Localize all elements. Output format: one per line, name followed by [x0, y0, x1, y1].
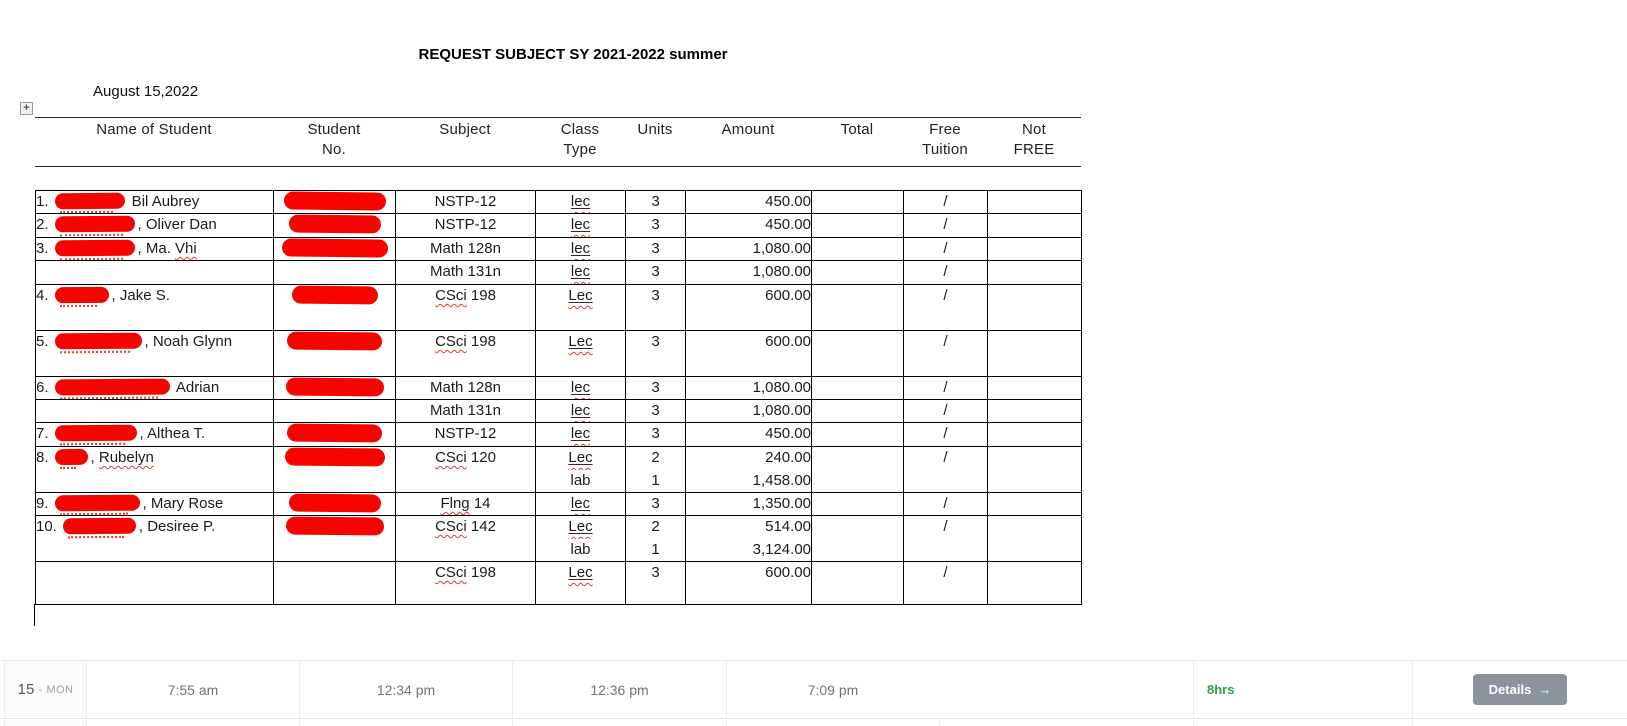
cell-total[interactable] [812, 539, 904, 562]
subject-text: 198 [466, 287, 496, 304]
cell-free-tuition[interactable]: / [904, 562, 988, 605]
cell-student-name[interactable] [36, 191, 274, 214]
cell-student-no[interactable] [274, 470, 396, 493]
cell-amount[interactable]: 1,080.00 [686, 261, 812, 285]
table-header-row [35, 117, 1081, 167]
cell-student-name[interactable] [36, 516, 274, 539]
cell-student-no[interactable] [274, 539, 396, 562]
cell-total[interactable] [812, 447, 904, 470]
cell-class-type[interactable] [536, 493, 626, 516]
time-entry-cell[interactable]: 12:34 pm [299, 661, 512, 718]
class-type-text [571, 495, 590, 512]
empty-cell[interactable] [939, 661, 1193, 718]
student-no-redaction [291, 286, 377, 305]
request-subject-table[interactable] [35, 190, 1082, 605]
table-row [36, 214, 1082, 238]
column-header: Class Type [560, 121, 600, 158]
column-header: Student No. [307, 121, 361, 158]
cell-subject[interactable] [396, 539, 536, 562]
name-redaction [63, 518, 136, 535]
cell-amount[interactable]: 1,458.00 [686, 470, 812, 493]
subject-text: 198 [466, 564, 496, 581]
cell-student-no[interactable] [274, 285, 396, 331]
cell-free-tuition[interactable]: / [904, 400, 988, 423]
subject-text: Math 131n [430, 402, 501, 419]
name-redaction [54, 378, 169, 395]
cell-not-free[interactable] [988, 400, 1082, 423]
cell-free-tuition[interactable] [904, 470, 988, 493]
column-header: Not FREE [1013, 121, 1055, 158]
cell-subject[interactable] [396, 191, 536, 214]
cell-student-no[interactable] [274, 377, 396, 400]
table-row [36, 331, 1082, 377]
cell-amount[interactable]: 240.00 [686, 447, 812, 470]
class-type-text: Lec [568, 333, 593, 350]
cell-total[interactable] [812, 377, 904, 400]
cell-class-type[interactable] [536, 377, 626, 400]
time-entry-cell[interactable]: 7:09 pm [726, 661, 939, 718]
cell-student-name[interactable] [36, 261, 274, 285]
cell-student-name[interactable] [36, 238, 274, 261]
name-redaction [54, 425, 136, 442]
cell-subject[interactable] [396, 400, 536, 423]
name-redaction [54, 193, 124, 210]
total-hours: 8hrs [1207, 682, 1235, 697]
row-number: 10. [36, 518, 57, 535]
table-left-border-stub [34, 604, 35, 626]
cell-student-name[interactable] [36, 470, 274, 493]
cell-subject[interactable] [396, 331, 536, 377]
name-redaction [54, 287, 108, 303]
document-date: August 15,2022 [93, 83, 199, 100]
table-row [36, 285, 1082, 331]
cell-units[interactable]: 1 [626, 539, 686, 562]
student-no-redaction [285, 377, 383, 396]
cell-not-free[interactable] [988, 285, 1082, 331]
class-type-text: lec [570, 379, 591, 396]
name-redaction [54, 240, 134, 257]
table-row [36, 539, 1082, 562]
cell-units[interactable]: 3 [626, 377, 686, 400]
cell-class-type[interactable] [536, 191, 626, 214]
cell-student-name[interactable] [36, 539, 274, 562]
hours-cell[interactable] [1193, 661, 1412, 718]
table-row [36, 516, 1082, 539]
cell-not-free[interactable] [988, 377, 1082, 400]
row-number: 7. [36, 425, 49, 442]
arrow-right-icon: → [1538, 682, 1552, 697]
class-type-text: lec [570, 402, 591, 419]
class-type-text [571, 216, 590, 233]
cell-units[interactable]: 3 [626, 423, 686, 447]
cell-amount[interactable]: 1,080.00 [686, 400, 812, 423]
student-name-text: , Oliver Dan [137, 216, 217, 233]
class-type-text [568, 333, 592, 350]
cell-student-name[interactable] [36, 331, 274, 377]
day-cell[interactable] [4, 661, 86, 718]
cell-student-name[interactable] [36, 562, 274, 605]
cell-total[interactable] [812, 516, 904, 539]
cell-not-free[interactable] [988, 539, 1082, 562]
cell-total[interactable] [812, 470, 904, 493]
cell-subject[interactable] [396, 562, 536, 605]
subject-text: CSci [435, 333, 467, 350]
subject-text: CSci [435, 449, 467, 466]
cell-class-type[interactable] [536, 423, 626, 447]
student-no-redaction [284, 447, 384, 466]
class-type-text [571, 263, 590, 280]
cell-student-no[interactable] [274, 447, 396, 470]
next-day-row-sliver [0, 720, 1627, 726]
day-label: MON [46, 683, 74, 696]
cell-units[interactable]: 3 [626, 285, 686, 331]
cell-total[interactable] [812, 493, 904, 516]
cell-student-no[interactable] [274, 493, 396, 516]
subject-text: 142 [466, 518, 496, 535]
cell-free-tuition[interactable]: / [904, 423, 988, 447]
cell-student-no[interactable] [274, 562, 396, 605]
cell-units[interactable]: 3 [626, 214, 686, 238]
cell-student-name[interactable] [36, 285, 274, 331]
class-type-text: Lec [568, 518, 593, 535]
cell-total[interactable] [812, 191, 904, 214]
subject-text: NSTP-12 [434, 193, 497, 210]
row-number: 8. [36, 449, 49, 466]
cell-subject[interactable] [396, 377, 536, 400]
cell-subject[interactable] [396, 285, 536, 331]
column-header: Units [637, 121, 673, 138]
subject-text: 14 [469, 495, 491, 512]
student-name-text: , Mary Rose [142, 495, 224, 512]
student-no-redaction [288, 494, 380, 513]
class-type-text: lec [570, 495, 591, 512]
row-number: 6. [36, 379, 49, 396]
row-number: 4. [36, 287, 49, 304]
class-type-text: lab [570, 471, 591, 489]
column-header: Total [840, 121, 874, 138]
cell-total[interactable] [812, 562, 904, 605]
class-type-text: lec [570, 240, 591, 257]
student-name-text: Vhi [175, 240, 197, 257]
cell-total[interactable] [812, 238, 904, 261]
table-row [36, 238, 1082, 261]
cell-not-free[interactable] [988, 261, 1082, 285]
cell-free-tuition[interactable]: / [904, 447, 988, 470]
cell-subject[interactable] [396, 516, 536, 539]
class-type-text [568, 287, 592, 304]
cell-total[interactable] [812, 285, 904, 331]
student-name-text: , Althea T. [139, 425, 206, 442]
cell-free-tuition[interactable]: / [904, 516, 988, 539]
table-row [36, 470, 1082, 493]
student-no-redaction [281, 238, 387, 257]
class-type-text: Lec [568, 287, 593, 304]
subject-text: Flng [440, 495, 470, 512]
cell-free-tuition[interactable]: / [904, 261, 988, 285]
cell-amount[interactable]: 1,080.00 [686, 377, 812, 400]
cell-units[interactable]: 2 [626, 447, 686, 470]
class-type-text: Lec [568, 449, 593, 466]
table-row [36, 423, 1082, 447]
document-title: REQUEST SUBJECT SY 2021-2022 summer [418, 46, 728, 63]
details-cell [1412, 661, 1627, 718]
cell-free-tuition[interactable]: / [904, 331, 988, 377]
class-type-text [568, 449, 592, 466]
cell-subject[interactable] [396, 238, 536, 261]
cell-class-type[interactable] [536, 562, 626, 605]
cell-class-type[interactable] [536, 400, 626, 423]
cell-class-type[interactable] [536, 516, 626, 539]
cell-class-type[interactable] [536, 285, 626, 331]
table-row [36, 377, 1082, 400]
row-number: 2. [36, 216, 49, 233]
cell-class-type[interactable] [536, 331, 626, 377]
subject-text: 120 [466, 449, 496, 466]
student-name-text: Bil Aubrey [127, 193, 200, 210]
cell-units[interactable]: 2 [626, 516, 686, 539]
student-name-text: , Ma. [137, 240, 176, 257]
cell-student-name[interactable] [36, 377, 274, 400]
time-tracker-row [0, 660, 1627, 719]
cell-student-name[interactable] [36, 493, 274, 516]
cell-free-tuition[interactable]: / [904, 285, 988, 331]
cell-amount[interactable]: 514.00 [686, 516, 812, 539]
student-name-text: Adrian [172, 379, 220, 396]
cell-subject[interactable] [396, 214, 536, 238]
cell-subject[interactable] [396, 423, 536, 447]
details-button[interactable] [1473, 674, 1567, 705]
cell-free-tuition[interactable]: / [904, 493, 988, 516]
cell-amount[interactable]: 450.00 [686, 423, 812, 447]
name-redaction [54, 449, 87, 465]
table-row [36, 191, 1082, 214]
cell-not-free[interactable] [988, 470, 1082, 493]
student-name-text: , [90, 449, 99, 466]
cell-not-free[interactable] [988, 447, 1082, 470]
class-type-text: lec [570, 425, 591, 442]
cell-not-free[interactable] [988, 562, 1082, 605]
cell-subject[interactable] [396, 261, 536, 285]
cell-units[interactable]: 3 [626, 331, 686, 377]
subject-text: CSci [435, 518, 467, 535]
cell-amount[interactable]: 600.00 [686, 331, 812, 377]
cell-student-name[interactable] [36, 423, 274, 447]
cell-total[interactable] [812, 331, 904, 377]
cell-not-free[interactable] [988, 331, 1082, 377]
cell-units[interactable]: 3 [626, 191, 686, 214]
cell-student-no[interactable] [274, 214, 396, 238]
day-number: 15 [17, 681, 35, 698]
cell-student-no[interactable] [274, 238, 396, 261]
row-number: 3. [36, 240, 49, 257]
cell-student-no[interactable] [274, 261, 396, 285]
table-row [36, 400, 1082, 423]
row-number: 9. [36, 495, 49, 512]
cell-student-name[interactable] [36, 214, 274, 238]
cell-units[interactable]: 3 [626, 493, 686, 516]
cell-free-tuition[interactable] [904, 539, 988, 562]
details-button-label: Details [1488, 682, 1532, 697]
class-type-text: lec [570, 216, 591, 233]
cell-total[interactable] [812, 214, 904, 238]
name-redaction [54, 216, 134, 233]
cell-units[interactable]: 3 [626, 562, 686, 605]
cell-amount[interactable]: 600.00 [686, 562, 812, 605]
subject-text: CSci [435, 564, 467, 581]
cell-subject[interactable] [396, 470, 536, 493]
cell-class-type[interactable] [536, 447, 626, 470]
cell-class-type[interactable] [536, 214, 626, 238]
cell-amount[interactable]: 1,080.00 [686, 238, 812, 261]
day-separator: - [38, 683, 43, 696]
cell-free-tuition[interactable]: / [904, 191, 988, 214]
cell-units[interactable]: 3 [626, 261, 686, 285]
cell-units[interactable]: 3 [626, 400, 686, 423]
cell-amount[interactable]: 600.00 [686, 285, 812, 331]
cell-total[interactable] [812, 261, 904, 285]
class-type-text [568, 518, 592, 535]
student-name-text: , Noah Glynn [144, 333, 233, 350]
cell-student-name[interactable] [36, 400, 274, 423]
cell-amount[interactable]: 3,124.00 [686, 539, 812, 562]
class-type-text: lec [570, 263, 591, 280]
cell-class-type[interactable] [536, 238, 626, 261]
subject-text: CSci [435, 287, 467, 304]
cell-student-no[interactable] [274, 423, 396, 447]
cell-amount[interactable]: 1,350.00 [686, 493, 812, 516]
class-type-text [571, 425, 590, 442]
student-no-redaction [283, 191, 385, 210]
cell-not-free[interactable] [988, 516, 1082, 539]
time-entry-cell[interactable]: 7:55 am [86, 661, 299, 718]
subject-text: Math 131n [430, 263, 501, 280]
column-header: Amount [721, 121, 775, 138]
class-type-text [571, 402, 590, 419]
cell-total[interactable] [812, 423, 904, 447]
subject-text: NSTP-12 [434, 425, 497, 442]
subject-text: 198 [466, 333, 496, 350]
cell-free-tuition[interactable]: / [904, 377, 988, 400]
cell-student-no[interactable] [274, 400, 396, 423]
class-type-text [571, 379, 590, 396]
table-row [36, 261, 1082, 285]
cell-subject[interactable] [396, 447, 536, 470]
student-name-text: , Desiree P. [138, 518, 216, 535]
student-no-redaction [287, 424, 382, 443]
cell-total[interactable] [812, 400, 904, 423]
cell-not-free[interactable] [988, 493, 1082, 516]
cell-units[interactable]: 3 [626, 238, 686, 261]
cell-class-type[interactable] [536, 261, 626, 285]
cell-class-type[interactable] [536, 539, 626, 562]
cell-student-no[interactable] [274, 191, 396, 214]
cell-student-no[interactable] [274, 331, 396, 377]
column-header: Subject [439, 121, 491, 138]
subject-text: NSTP-12 [434, 216, 497, 233]
cell-subject[interactable] [396, 493, 536, 516]
cell-student-name[interactable] [36, 447, 274, 470]
student-no-redaction [285, 516, 383, 535]
subject-text: Math 128n [430, 240, 501, 257]
cell-free-tuition[interactable]: / [904, 214, 988, 238]
student-name-text: Rubelyn [98, 449, 154, 466]
table-row [36, 493, 1082, 516]
row-number: 1. [36, 193, 49, 210]
class-type-text [571, 193, 590, 210]
cell-units[interactable]: 1 [626, 470, 686, 493]
row-number: 5. [36, 333, 49, 350]
table-row [36, 562, 1082, 605]
cell-amount[interactable]: 450.00 [686, 214, 812, 238]
subject-text: Math 128n [430, 379, 501, 396]
cell-student-no[interactable] [274, 516, 396, 539]
class-type-text: lec [570, 193, 591, 210]
column-header: Free Tuition [922, 121, 968, 158]
class-type-text [571, 240, 590, 257]
cell-amount[interactable]: 450.00 [686, 191, 812, 214]
column-header: Name of Student [96, 121, 212, 138]
cell-not-free[interactable] [988, 191, 1082, 214]
class-type-text: lab [570, 540, 591, 558]
table-row [36, 447, 1082, 470]
cell-not-free[interactable] [988, 238, 1082, 261]
name-redaction [54, 495, 139, 512]
class-type-text [568, 564, 592, 581]
class-type-text: Lec [568, 564, 593, 581]
cell-not-free[interactable] [988, 423, 1082, 447]
time-entry-cell[interactable]: 12:36 pm [512, 661, 726, 718]
cell-free-tuition[interactable]: / [904, 238, 988, 261]
student-no-redaction [287, 332, 382, 351]
cell-not-free[interactable] [988, 214, 1082, 238]
table-move-handle-icon[interactable]: + [20, 102, 33, 115]
cell-class-type[interactable] [536, 470, 626, 493]
name-redaction [54, 333, 141, 350]
student-name-text: , Jake S. [111, 287, 170, 304]
student-no-redaction [288, 215, 380, 234]
